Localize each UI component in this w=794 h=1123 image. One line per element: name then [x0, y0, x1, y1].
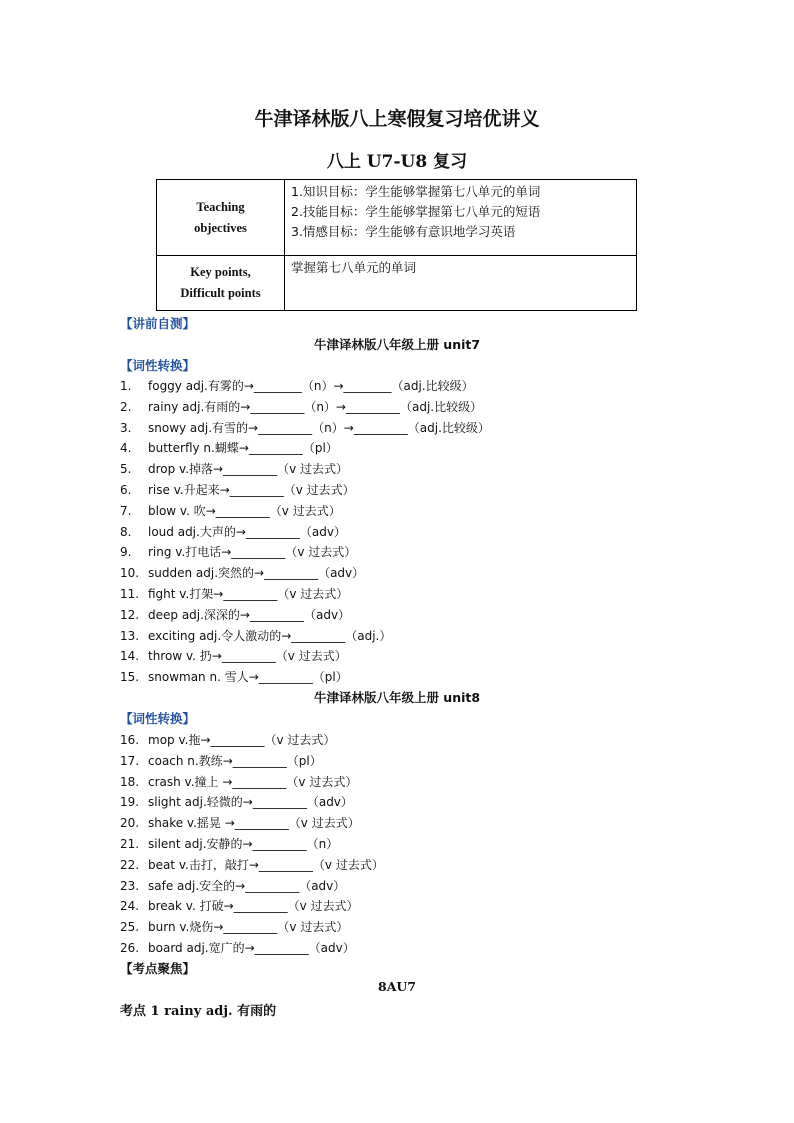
document-subtitle: 八上 U7-U8 复习 [326, 152, 468, 172]
item-number: 15. [120, 670, 140, 685]
exercise-item [120, 793, 353, 813]
item-text: snowy adj.有雪的→_________（n）→_________（adj.比较级） [148, 420, 490, 435]
exercise-item [120, 835, 338, 855]
item-number: 11. [120, 587, 140, 601]
exercise-item [120, 502, 341, 522]
item-number: 24. [120, 899, 140, 914]
item-number: 5. [120, 462, 132, 477]
kaodian-1: 考点 1 rainy adj. 有雨的 [120, 1004, 277, 1019]
objectives-table [156, 179, 637, 311]
exercise-item [120, 877, 345, 897]
key-points-label [157, 256, 285, 311]
item-number: 7. [120, 503, 132, 518]
item-text: board adj.宽广的→_________（adv） [148, 941, 355, 955]
item-text: beat v.击打，敲打→_________（v 过去式） [148, 857, 384, 872]
exercise-item [120, 398, 482, 418]
item-number: 6. [120, 483, 132, 497]
item-text: blow v. 吹→_________（v 过去式） [148, 503, 341, 518]
exercise-item [120, 731, 335, 751]
exercise-item [120, 585, 348, 605]
item-number: 9. [120, 545, 132, 560]
item-number: 25. [120, 920, 140, 935]
label-line: Difficult points [180, 286, 261, 300]
document-title: 牛津译林版八上寒假复习培优讲义 [254, 108, 540, 130]
focus-unit-heading: 8AU7 [378, 979, 416, 994]
item-number: 3. [120, 420, 132, 435]
key-point-text: 掌握第七八单元的单词 [291, 260, 417, 275]
item-number: 8. [120, 524, 132, 539]
item-text: deep adj.深深的→_________（adv） [148, 607, 351, 622]
item-text: shake v.摇晃 →_________（v 过去式） [148, 816, 360, 831]
unit8-heading: 牛津译林版八年级上册 unit8 [313, 690, 481, 705]
item-number: 12. [120, 607, 140, 622]
item-number: 23. [120, 878, 140, 893]
exercise-item [120, 856, 384, 876]
item-number: 22. [120, 857, 140, 872]
section-pretest: 【讲前自测】 [120, 316, 196, 331]
item-text: rainy adj.有雨的→_________（n）→_________（adj.比较级） [148, 399, 483, 414]
item-number: 26. [120, 941, 140, 955]
item-number: 14. [120, 649, 140, 664]
exercise-item [120, 543, 356, 563]
unit7-heading: 牛津译林版八年级上册 unit7 [313, 337, 481, 352]
exercise-item [120, 564, 364, 584]
exercise-item [120, 439, 338, 459]
word-change-label-u7: 【词性转换】 [120, 358, 196, 373]
item-text: rise v.升起来→_________（v 过去式） [148, 483, 355, 497]
teaching-objectives-label [157, 180, 285, 256]
item-number: 2. [120, 399, 132, 414]
item-text: drop v.掉落→_________（v 过去式） [148, 462, 349, 477]
item-text: sudden adj.突然的→_________（adv） [148, 566, 365, 581]
item-text: safe adj.安全的→_________（adv） [148, 878, 346, 893]
item-text: break v. 打破→_________（v 过去式） [148, 899, 359, 914]
exercise-item [120, 419, 490, 439]
exercise-item [120, 647, 347, 667]
label-line: Key points, [190, 265, 251, 279]
item-text: snowman n. 雪人→_________（pl） [148, 670, 348, 685]
exercise-item [120, 939, 355, 959]
exercise-item [120, 918, 348, 938]
exercise-item [120, 481, 355, 501]
key-points-content [285, 256, 637, 311]
item-text: coach n.教练→_________（pl） [148, 753, 322, 768]
item-number: 18. [120, 774, 140, 789]
item-text: mop v.拖→_________（v 过去式） [148, 733, 336, 747]
exercise-item [120, 814, 360, 834]
item-number: 20. [120, 816, 140, 831]
item-number: 13. [120, 628, 140, 643]
exercise-item [120, 752, 322, 772]
item-number: 19. [120, 795, 140, 810]
exercise-item [120, 606, 350, 626]
item-text: fight v.打架→_________（v 过去式） [148, 587, 349, 601]
item-number: 16. [120, 733, 140, 747]
exercise-item [120, 627, 391, 647]
label-line: objectives [194, 220, 247, 235]
exercise-item [120, 668, 348, 688]
teaching-objectives-content [285, 180, 637, 256]
item-text: slight adj.轻微的→_________（adv） [148, 795, 353, 810]
label-line: Teaching [196, 199, 245, 214]
exercise-item [120, 460, 348, 480]
exercise-item [120, 523, 346, 543]
exercise-item [120, 897, 359, 917]
item-number: 1. [120, 379, 132, 393]
item-number: 21. [120, 837, 140, 851]
item-text: crash v.撞上 →_________（v 过去式） [148, 774, 358, 789]
objective-item: 1.知识目标：学生能够掌握第七八单元的单词 [291, 184, 541, 199]
item-text: foggy adj.有雾的→________（n）→________（adj.比较级） [148, 379, 474, 393]
exercise-item [120, 773, 357, 793]
item-text: throw v. 扔→_________（v 过去式） [148, 649, 347, 664]
item-number: 17. [120, 753, 140, 768]
word-change-label-u8: 【词性转换】 [120, 711, 196, 726]
objective-item: 2.技能目标：学生能够掌握第七八单元的短语 [291, 204, 541, 219]
section-focus: 【考点聚焦】 [120, 961, 196, 976]
item-number: 10. [120, 566, 140, 581]
item-text: butterfly n.蝴蝶→_________（pl） [148, 441, 338, 456]
item-text: exciting adj.令人激动的→_________（adj.） [148, 628, 392, 643]
item-text: ring v.打电话→_________（v 过去式） [148, 545, 357, 560]
item-text: silent adj.安静的→_________（n） [148, 837, 339, 851]
objective-item: 3.情感目标：学生能够有意识地学习英语 [291, 224, 516, 239]
exercise-item [120, 377, 474, 397]
item-number: 4. [120, 441, 132, 456]
item-text: burn v.烧伤→_________（v 过去式） [148, 920, 349, 935]
item-text: loud adj.大声的→_________（adv） [148, 524, 346, 539]
